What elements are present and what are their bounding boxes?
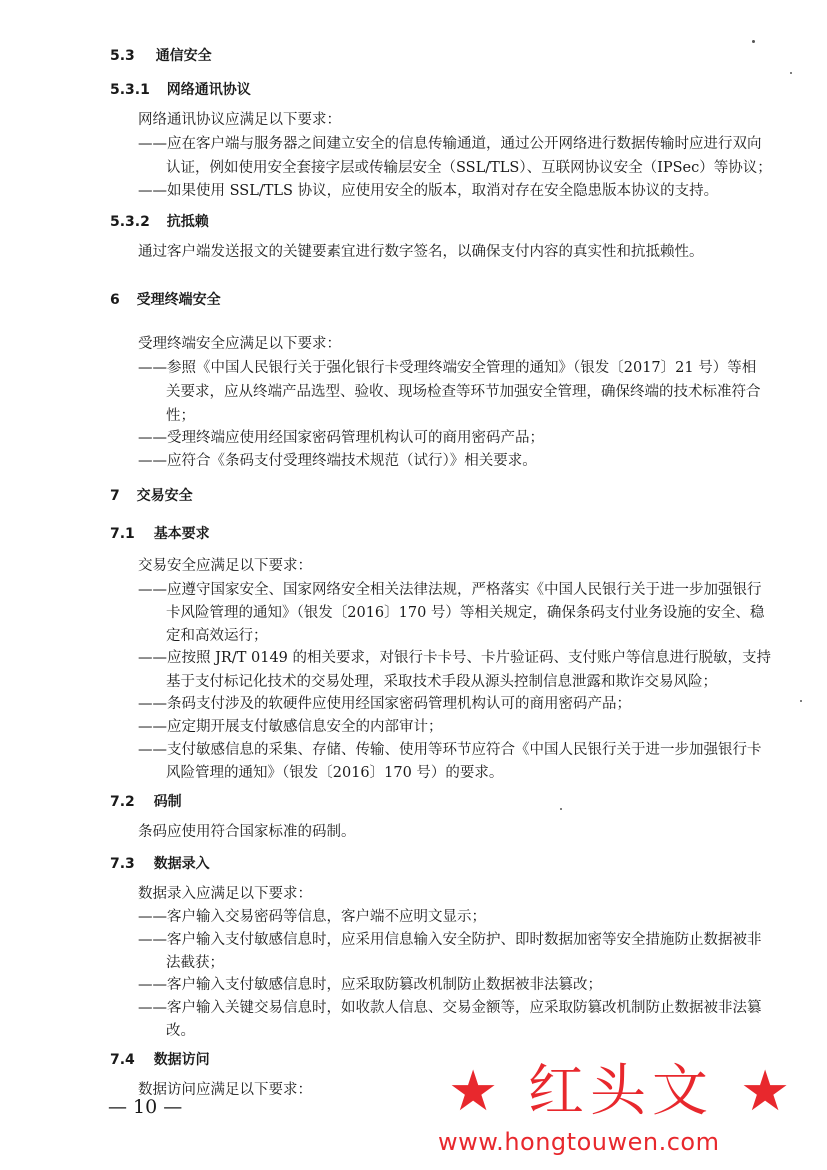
list-item-continued: 基于支付标记化技术的交易处理，采取技术手段从源头控制信息泄露和欺诈交易风险； (166, 674, 717, 690)
paragraph: 数据访问应满足以下要求： (138, 1082, 312, 1098)
heading-5-3-1 (110, 80, 251, 100)
list-item-continued: 法截获； (166, 955, 224, 971)
heading-title: 数据录入 (153, 856, 210, 872)
list-item: ——客户输入支付敏感信息时，应采用信息输入安全防护、即时数据加密等安全措施防止数据被非 (138, 932, 762, 948)
list-item: ——支付敏感信息的采集、存储、传输、使用等环节应符合《中国人民银行关于进一步加强银行卡 (138, 742, 762, 758)
list-item: ——客户输入交易密码等信息，客户端不应明文显示； (138, 909, 486, 925)
heading-number: 7.1 (110, 526, 135, 542)
heading-title: 基本要求 (153, 526, 210, 542)
list-item: ——条码支付涉及的软硬件应使用经国家密码管理机构认可的商用密码产品； (138, 696, 631, 712)
heading-5-3-2 (110, 212, 209, 232)
watermark-url: www.hongtouwen.com (438, 1128, 720, 1156)
list-item-continued: 关要求，应从终端产品选型、验收、现场检查等环节加强安全管理，确保终端的技术标准符合 (166, 384, 761, 400)
list-item: ——应按照 JR/T 0149 的相关要求，对银行卡卡号、卡片验证码、支付账户等信息进行脱敏，支持 (138, 650, 772, 666)
heading-number: 5.3.2 (110, 214, 150, 230)
list-item-continued: 性； (166, 408, 195, 424)
list-item: ——应在客户端与服务器之间建立安全的信息传输通道，通过公开网络进行数据传输时应进行双向 (138, 136, 762, 152)
page-number: — 10 — (108, 1096, 183, 1118)
paragraph: 数据录入应满足以下要求： (138, 886, 312, 902)
heading-7-2 (110, 792, 182, 812)
heading-number: 7 (110, 488, 120, 504)
heading-number: 5.3 (110, 48, 135, 64)
heading-title: 抗抵赖 (166, 214, 209, 230)
list-item: ——客户输入支付敏感信息时，应采取防篡改机制防止数据被非法篡改； (138, 977, 602, 993)
heading-title: 通信安全 (155, 48, 212, 64)
star-icon: ★ (740, 1059, 791, 1124)
paragraph: 交易安全应满足以下要求： (138, 558, 312, 574)
list-item-continued: 认证，例如使用安全套接字层或传输层安全（SSL/TLS）、互联网协议安全（IPSec）等协议； (166, 160, 772, 176)
heading-7-3 (110, 854, 210, 874)
heading-number: 7.4 (110, 1052, 135, 1068)
scan-speck (752, 40, 755, 43)
heading-title: 网络通讯协议 (166, 82, 251, 98)
star-icon: ★ (448, 1059, 499, 1124)
heading-number: 5.3.1 (110, 82, 150, 98)
scan-speck (560, 808, 562, 810)
list-item-continued: 改。 (166, 1023, 195, 1039)
heading-number: 6 (110, 292, 120, 308)
scan-speck (800, 700, 802, 702)
list-item: ——应定期开展支付敏感信息安全的内部审计； (138, 719, 443, 735)
list-item: ——参照《中国人民银行关于强化银行卡受理终端安全管理的通知》（银发〔2017〕21 号）等相 (138, 360, 757, 376)
heading-6 (110, 290, 221, 310)
heading-number: 7.2 (110, 794, 135, 810)
paragraph: 条码应使用符合国家标准的码制。 (138, 824, 356, 840)
heading-title: 受理终端安全 (136, 292, 221, 308)
list-item-continued: 定和高效运行； (166, 628, 268, 644)
list-item: ——客户输入关键交易信息时，如收款人信息、交易金额等，应采取防篡改机制防止数据被非法篡 (138, 1000, 762, 1016)
heading-title: 交易安全 (136, 488, 193, 504)
heading-title: 数据访问 (153, 1052, 210, 1068)
heading-number: 7.3 (110, 856, 135, 872)
heading-7-1 (110, 524, 210, 544)
heading-5-3 (110, 46, 212, 66)
watermark-text: 红头文 (528, 1059, 714, 1124)
heading-7-4 (110, 1050, 210, 1070)
list-item-continued: 卡风险管理的通知》（银发〔2016〕170 号）等相关规定，确保条码支付业务设施的安全、稳 (166, 605, 765, 621)
heading-7 (110, 486, 193, 506)
scan-speck (790, 72, 792, 74)
list-item: ——应遵守国家安全、国家网络安全相关法律法规，严格落实《中国人民银行关于进一步加强银行 (138, 582, 762, 598)
list-item: ——受理终端应使用经国家密码管理机构认可的商用密码产品； (138, 430, 544, 446)
heading-title: 码制 (153, 794, 182, 810)
paragraph: 通过客户端发送报文的关键要素宜进行数字签名，以确保支付内容的真实性和抗抵赖性。 (138, 244, 704, 260)
list-item-continued: 风险管理的通知》（银发〔2016〕170 号）的要求。 (166, 765, 504, 781)
paragraph: 受理终端安全应满足以下要求： (138, 336, 341, 352)
list-item: ——如果使用 SSL/TLS 协议，应使用安全的版本，取消对存在安全隐患版本协议的支持。 (138, 183, 719, 199)
list-item: ——应符合《条码支付受理终端技术规范（试行）》相关要求。 (138, 453, 537, 469)
paragraph: 网络通讯协议应满足以下要求： (138, 112, 341, 128)
